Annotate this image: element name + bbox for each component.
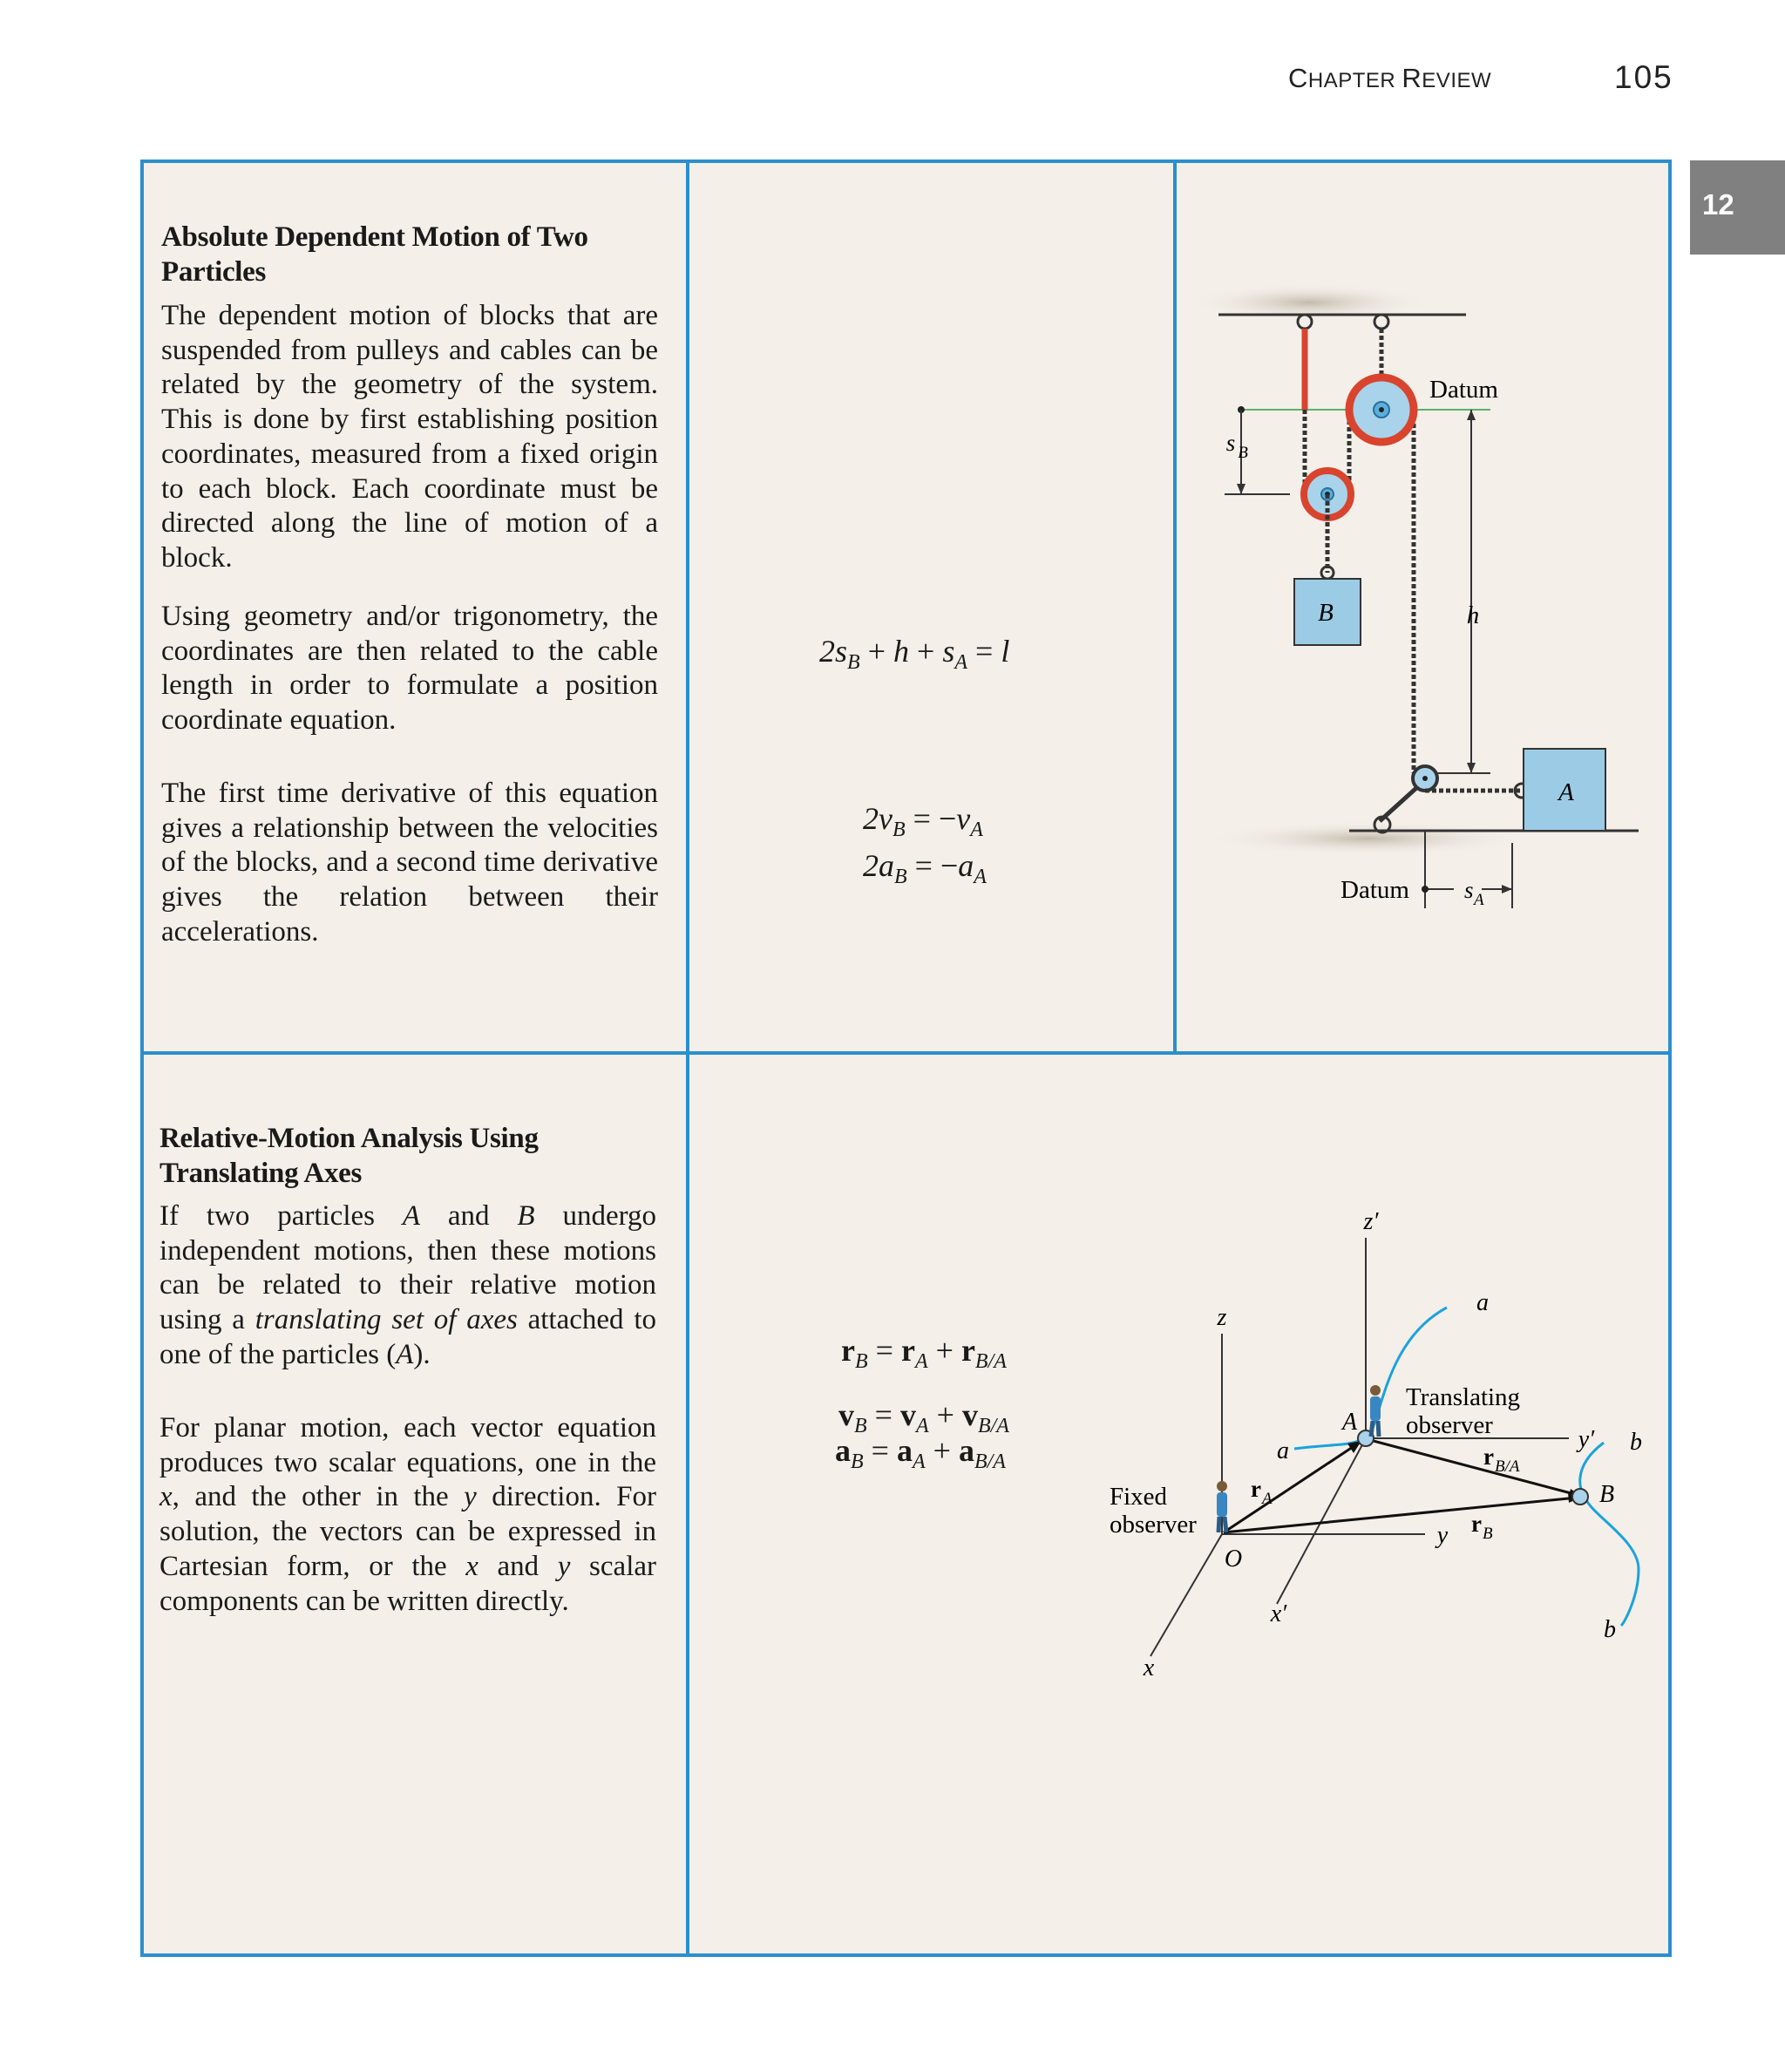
translating-observer-figure (1370, 1385, 1381, 1437)
datum-dot-bottom (1422, 886, 1429, 893)
pulley-system-figure (1177, 163, 1668, 1051)
table-border-left (140, 160, 144, 1957)
fixed-observer-label-1: Fixed (1110, 1483, 1168, 1511)
table-border-bottom (140, 1953, 1672, 1957)
sb-label-sub: B (1238, 444, 1248, 462)
datum-bottom-label: Datum (1340, 876, 1409, 904)
origin-label: O (1224, 1546, 1243, 1573)
bottom-pulley-axle (1422, 776, 1428, 781)
vector-rb-label: r (1471, 1511, 1482, 1537)
path-a-top-label: a (1476, 1289, 1489, 1316)
table-border-right (1668, 160, 1672, 1957)
vector-rb (1224, 1498, 1578, 1532)
equation-relative-velocity: $v_B = v_A + v_{B/A}$ (838, 1397, 1009, 1437)
vector-rba (1370, 1440, 1578, 1495)
equation-acceleration-dependent: $2a_B = -a_A$ (863, 848, 987, 888)
paragraph-relative-motion-2: For planar motion, each vector equation produces two scalar equations, one in the x, and the other in the y direction. For solution, the vectors can be expressed in Cartesian form, or the x and y scalar components can be written directly. (159, 1412, 657, 1617)
z-prime-label: z′ (1363, 1208, 1379, 1235)
equation-relative-position: $r_B = r_A + r_{B/A}$ (841, 1333, 1007, 1373)
y-prime-label: y′ (1578, 1426, 1595, 1453)
paragraph-relative-motion-1: If two particles A and B undergo independent motions, then these motions can be related to their relative motion using a translating set of axes attached to one of the particles (A). (159, 1200, 656, 1370)
y-label: y (1436, 1522, 1449, 1549)
section-title-relative-motion: Relative-Motion Analysis Using Translating Axes (159, 1123, 539, 1189)
paragraph-dependent-motion-3: The first time derivative of this equation gives a relationship between the velocities of the blocks, and a second time derivative gives the relation between their accelerations. (161, 778, 658, 948)
table-row-divider (140, 1051, 1672, 1055)
sa-label-sub: A (1474, 891, 1484, 909)
block-b-label: B (1318, 599, 1334, 627)
h-label: h (1466, 601, 1480, 629)
block-a-label: A (1558, 778, 1574, 806)
z-label: z (1217, 1304, 1227, 1331)
vector-rba-label-sub: B/A (1495, 1457, 1520, 1476)
translating-observer-label-2: observer (1406, 1411, 1493, 1439)
path-a-left-label: a (1277, 1437, 1289, 1464)
h-arrowhead-top (1467, 410, 1476, 420)
paragraph-dependent-motion-1: The dependent motion of blocks that are suspended from pulleys and cables can be related by the geometry of the system. This is done by first establishing position coordinates, measured from a fixed origin to each block. Each coordinate must be directed along the line of motion of a block. (161, 300, 658, 574)
particle-a-label: A (1342, 1409, 1358, 1436)
vector-ra-label: r (1251, 1476, 1261, 1502)
translating-observer-label-1: Translating (1406, 1383, 1521, 1411)
sa-label: s (1464, 877, 1474, 903)
particle-b (1572, 1489, 1588, 1505)
chapter-tab: 12 (1690, 160, 1785, 255)
chapter-title: CHAPTER REVIEW (1288, 63, 1492, 93)
datum-top-label: Datum (1429, 376, 1498, 404)
x-prime-label: x′ (1270, 1600, 1287, 1627)
table-col-divider-1 (686, 160, 689, 1957)
equation-velocity-dependent: $2v_B = -v_A$ (863, 801, 983, 841)
vector-ra (1224, 1444, 1358, 1532)
x-label: x (1143, 1654, 1155, 1681)
vector-rba-label: r (1483, 1444, 1494, 1470)
section-title-dependent-motion: Absolute Dependent Motion of Two Particles (161, 221, 588, 288)
path-b-top-label: b (1630, 1429, 1642, 1456)
sa-arrowhead (1502, 885, 1512, 893)
upper-pulley-axle (1379, 407, 1384, 412)
vector-ra-label-sub: A (1262, 1490, 1273, 1508)
sb-arrowhead (1237, 484, 1245, 494)
ground-shadow (1203, 821, 1534, 856)
paragraph-dependent-motion-2: Using geometry and/or trigonometry, the coordinates are then related to the cable length in order to formulate a position coordinate equation. (161, 601, 658, 737)
particle-b-label: B (1599, 1481, 1615, 1508)
h-arrowhead-bottom (1467, 763, 1476, 773)
x-prime-axis (1277, 1438, 1366, 1604)
path-b (1580, 1443, 1639, 1626)
page-number: 105 (1614, 59, 1673, 95)
fixed-observer-label-2: observer (1110, 1511, 1197, 1539)
vector-rb-label-sub: B (1483, 1525, 1493, 1543)
equation-relative-acceleration: $a_B = a_A + a_{B/A}$ (835, 1433, 1006, 1473)
equation-position-dependent: $2s_B + h + s_A = l$ (819, 634, 1010, 674)
path-b-bottom-label: b (1604, 1616, 1616, 1643)
x-axis (1150, 1534, 1222, 1656)
translating-axes-figure (1081, 1185, 1665, 1691)
sb-label: s (1225, 430, 1236, 456)
